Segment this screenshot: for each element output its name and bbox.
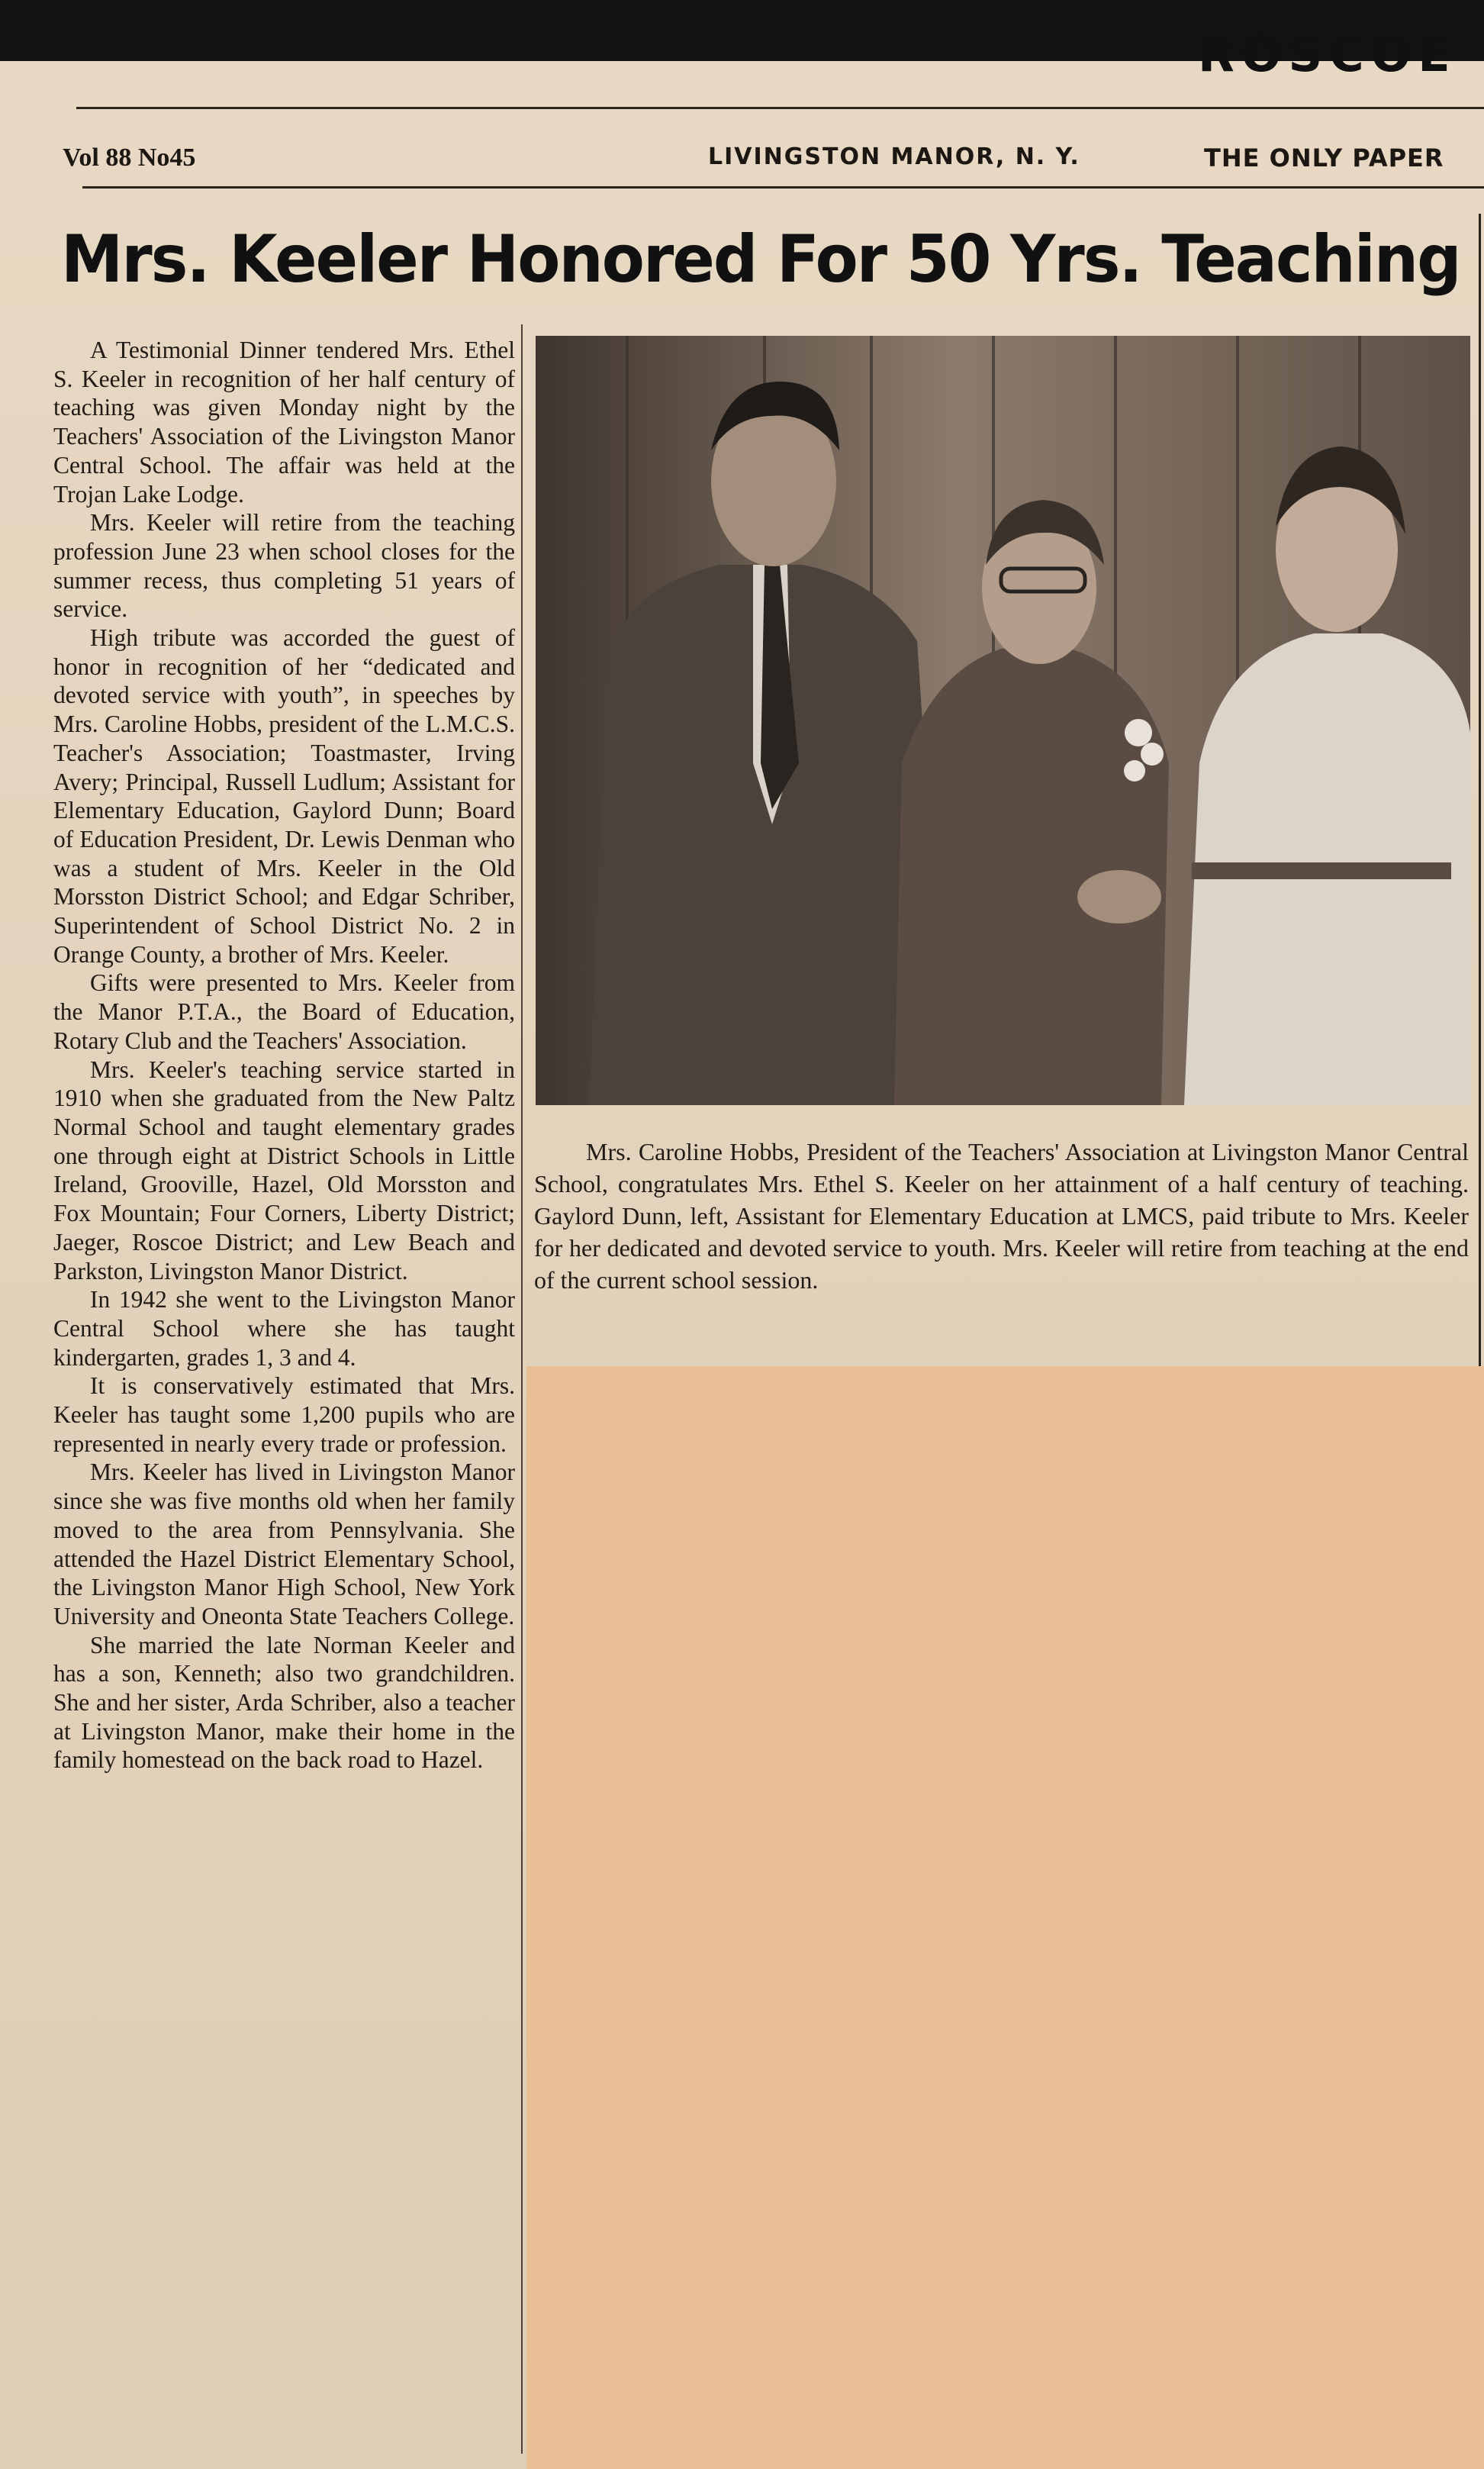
article-headline: Mrs. Keeler Honored For 50 Yrs. Teaching [61,221,1460,298]
paragraph: It is conservatively estimated that Mrs. Keeler has taught some 1,200 pupils who are represented in nearly every trade or profession. [53,1372,515,1457]
scan-background [526,1366,1484,2469]
paragraph: Gifts were presented to Mrs. Keeler from the Manor P.T.A., the Board of Education, Rotary Club and the Teachers' Association. [53,969,515,1054]
paragraph: Mrs. Keeler will retire from the teaching profession June 23 when school closes for the summer recess, thus completing 51 years of service. [53,509,515,623]
folio-place: LIVINGSTON MANOR, N. Y. [708,143,1080,170]
column-rule [521,324,523,2454]
paragraph: She married the late Norman Keeler and has a son, Kenneth; also two grandchildren. She and her sister, Arda Schriber, also a teacher at Livingston Manor, make their home in the family homestead on the back road to Hazel. [53,1631,515,1774]
paragraph: High tribute was accorded the guest of honor in recognition of her “dedicated and devoted service with youth”, in speeches by Mrs. Caroline Hobbs, president of the L.M.C.S. Teacher's Association; Toastmaster, Irving Avery; Principal, Russell Ludlum; Assistant for Elementary Education, Gaylord Dunn; Board of Education President, Dr. Lewis Denman who was a student of Mrs. Keeler in the Old Morsston District School; and Edgar Schriber, Superintendent of School District No. 2 in Orange County, a brother of Mrs. Keeler. [53,624,515,968]
paragraph: Mrs. Keeler has lived in Livingston Manor since she was five months old when her family moved to the area from Pennsylvania. She attended the Hazel District Elementary School, the Livingston Manor High School, New York University and Oneonta State Teachers College. [53,1459,515,1629]
article-photo [536,336,1470,1105]
right-margin-rule [1479,214,1481,1366]
folio-tagline: THE ONLY PAPER [1204,143,1444,172]
paragraph: A Testimonial Dinner tendered Mrs. Ethel S. Keeler in recognition of her half century of teaching was given Monday night by the Teachers' Association of the Livingston Manor Central School. The affair was held at the Trojan Lake Lodge. [53,337,515,508]
paragraph: Mrs. Keeler's teaching service started in 1910 when she graduated from the New Paltz Normal School and taught elementary grades one through eight at District Schools in Little Ireland, Grooville, Hazel, Old Morsston and Fox Mountain; Four Corners, Liberty District; Jaeger, Roscoe District; and Lew Beach and Parkston, Livingston Manor District. [53,1056,515,1284]
folio-volume: Vol 88 No45 [63,143,196,172]
paragraph: In 1942 she went to the Livingston Manor Central School where she has taught kindergarten, grades 1, 3 and 4. [53,1286,515,1371]
masthead-paper-name: ROSCOE [1198,27,1457,82]
article-body [53,336,515,1774]
caption-text: Mrs. Caroline Hobbs, President of the Teachers' Association at Livingston Manor Central School, congratulates Mrs. Ethel S. Keeler on her attainment of a half century of teaching. Gaylord Dunn, left, Assistant for Elementary Education at LMCS, paid tribute to Mrs. Keeler for her dedicated and devoted service to youth. Mrs. Keeler will retire from teaching at the end of the current school session. [534,1138,1469,1294]
masthead-bottom-rule [82,186,1484,189]
masthead-top-rule [76,107,1484,109]
photo-caption [534,1136,1469,1296]
